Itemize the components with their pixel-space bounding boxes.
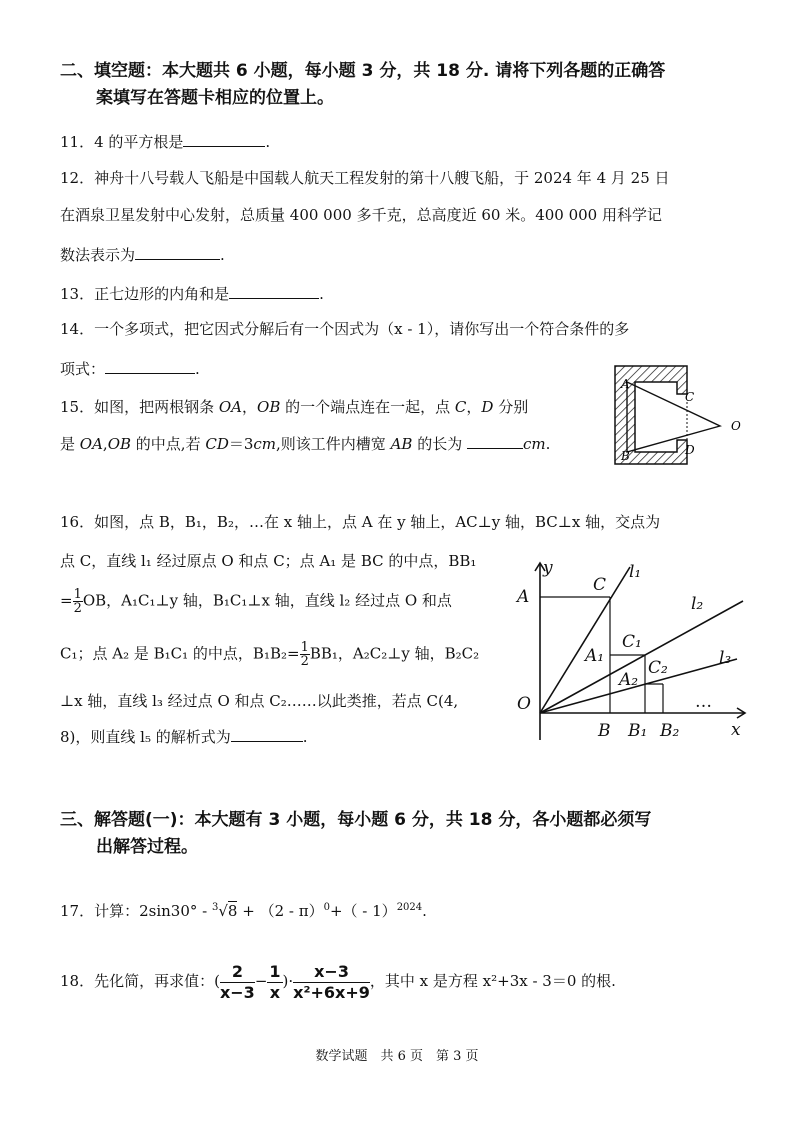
figure-16-coordinate-diagram: [505, 555, 765, 745]
q18-close: )·: [282, 972, 294, 990]
fig16-label-a: A: [517, 587, 530, 607]
question-11-text: 11．4 的平方根是: [60, 133, 184, 151]
question-14-text: 项式：: [60, 360, 106, 378]
q16-line4-a: C₁；点 A₂ 是 B₁C₁ 的中点，B₁B₂=: [60, 644, 300, 663]
fig16-label-a2: A₂: [619, 670, 639, 690]
question-12-text: 数法表示为: [60, 246, 136, 264]
section-3-title-line1: 三、解答题(一)：本大题有 3 小题，每小题 6 分，共 18 分，各小题都必须写: [60, 810, 652, 830]
q15-d: D: [481, 398, 494, 416]
fig15-label-a: A: [621, 377, 630, 391]
fig16-ellipsis: …: [695, 692, 712, 712]
section-3-title-line2: 出解答过程。: [96, 837, 198, 857]
q18-f1-den: x−3: [219, 982, 255, 1002]
question-16-line2: 点 C，直线 l₁ 经过原点 O 和点 C；点 A₁ 是 BC 的中点，BB₁: [60, 552, 477, 570]
q15-l2-cm: cm: [253, 435, 277, 453]
section-2-title-line1: 二、填空题：本大题共 6 小题，每小题 3 分，共 18 分. 请将下列各题的正确答: [60, 61, 666, 81]
fig16-label-a1: A₁: [585, 646, 605, 666]
q15-sep: ，: [242, 398, 258, 416]
q15-text-c: 分别: [493, 398, 529, 416]
fig15-label-o: O: [731, 419, 741, 433]
question-15-line1: [60, 396, 528, 418]
q17-post: + （2 - π）: [237, 902, 324, 920]
section-2-title-line2: 案填写在答题卡相应的位置上。: [96, 88, 334, 108]
q17-root-arg: 8: [227, 902, 238, 920]
fig16-label-b: B: [598, 721, 611, 741]
frac-b-den: 2: [300, 654, 309, 669]
steel-bars: [627, 382, 720, 452]
q18-fraction-1: [220, 962, 255, 1003]
q18-f2-num: 1: [269, 961, 281, 981]
question-12-line1: 12．神舟十八号载人飞船是中国载人航天工程发射的第十八艘飞船，于 2024 年 4 月 25 日: [60, 169, 670, 187]
q15-end: .: [545, 435, 551, 453]
q18-f3-num: x−3: [293, 962, 370, 983]
question-14-line2: [60, 358, 200, 380]
q15-oa: OA: [218, 398, 242, 416]
question-12-line3: [60, 244, 225, 266]
question-14-end: .: [195, 360, 200, 378]
question-13: [60, 283, 324, 305]
q15-l2-a: 是: [60, 435, 80, 453]
fig15-label-d: D: [685, 443, 695, 457]
page-footer: 数学试题 共 6 页 第 3 页: [315, 1049, 479, 1064]
question-12-end: .: [220, 246, 225, 264]
q15-ob: OB: [257, 398, 281, 416]
q15-l2-ob: OB: [107, 435, 132, 453]
fig15-label-b: B: [621, 449, 630, 463]
q15-unit: cm: [522, 435, 546, 453]
q15-c: C: [454, 398, 467, 416]
q17-pre: 17．计算：2sin30° -: [60, 902, 212, 920]
q15-l2-c: ,则该工件内槽宽: [276, 435, 391, 453]
q16-line6-text: 8)，则直线 l₅ 的解析式为: [60, 728, 231, 746]
question-13-text: 13．正七边形的内角和是: [60, 285, 230, 303]
question-16-line1: 16．如图，点 B，B₁，B₂，…在 x 轴上，点 A 在 y 轴上，AC⊥y 轴，BC⊥x 轴，交点为: [60, 513, 661, 531]
answer-blank-14[interactable]: [105, 359, 195, 374]
q18-f1-num: 2: [220, 962, 255, 983]
fig16-label-b2: B₂: [660, 721, 680, 741]
answer-blank-15[interactable]: [467, 434, 523, 449]
fig16-x-label: x: [731, 720, 741, 740]
line-l2: [540, 601, 743, 713]
fig16-label-c: C: [593, 575, 607, 595]
q17-post2: +（ - 1）: [329, 902, 397, 920]
q18-minus: −: [254, 972, 268, 990]
q17-end: .: [422, 902, 427, 920]
line-l1: [540, 567, 630, 713]
fig16-origin-label: O: [517, 694, 531, 714]
fig15-label-c: C: [685, 390, 695, 404]
frac-b-num: 1: [300, 640, 309, 655]
fig16-y-label: y: [543, 558, 553, 578]
q15-l2-sep: ,: [102, 435, 108, 453]
q15-text-b: 的一个端点连在一起，点: [280, 398, 455, 416]
q15-l2-cd: CD: [205, 435, 229, 453]
q17-exp2024: 2024: [396, 902, 423, 913]
question-17: [60, 897, 427, 922]
question-11: [60, 131, 270, 153]
question-13-end: .: [319, 285, 324, 303]
question-16-line5: ⊥x 轴，直线 l₃ 经过点 O 和点 C₂……以此类推，若点 C(4,: [60, 692, 459, 710]
q17-exp0: 0: [323, 902, 330, 913]
q15-l2-ab: AB: [390, 435, 413, 453]
question-16-line6: [60, 726, 308, 748]
q15-l2-b: 的中点,若: [131, 435, 206, 453]
q16-eq: =: [60, 591, 73, 610]
q15-l2-oa: OA: [79, 435, 103, 453]
q18-fraction-3: [293, 962, 370, 1003]
answer-blank-13[interactable]: [229, 284, 319, 299]
question-18: [60, 958, 616, 1004]
q18-pre: 18．先化简，再求值：(: [60, 972, 220, 990]
q18-fraction-2: [267, 962, 282, 1003]
question-16-line4: [60, 641, 479, 668]
answer-blank-12[interactable]: [135, 245, 220, 260]
q18-f3-den: x²+6x+9: [293, 982, 370, 1002]
fraction-half-a: [73, 588, 83, 615]
fig16-label-c2: C₂: [648, 658, 668, 678]
question-11-end: .: [265, 133, 271, 151]
question-14-line1: 14．一个多项式，把它因式分解后有一个因式为（x - 1），请你写出一个符合条件的多: [60, 320, 630, 338]
q15-text-a: 15．如图，把两根钢条: [60, 398, 219, 416]
q15-l2-d: 的长为: [412, 435, 467, 453]
fraction-half-b: [300, 641, 310, 668]
question-15-line2: [60, 433, 550, 455]
question-16-line3: [60, 588, 452, 615]
fig16-label-b1: B₁: [628, 721, 648, 741]
fig16-label-l2: l₂: [691, 594, 704, 614]
q16-line3-text: OB，A₁C₁⊥y 轴，B₁C₁⊥x 轴，直线 l₂ 经过点 O 和点: [82, 591, 452, 610]
fig16-label-c1: C₁: [622, 632, 642, 652]
q18-f2-den: x: [269, 982, 281, 1002]
answer-blank-11[interactable]: [183, 132, 265, 147]
figure-15-workpiece: [605, 360, 755, 470]
q17-root-index: 3: [211, 902, 219, 913]
q15-mid: ，: [466, 398, 482, 416]
q17-radical: √: [218, 902, 228, 920]
question-12-line2: 在酒泉卫星发射中心发射，总质量 400 000 多千克，总高度近 60 米。400 000 用科学记: [60, 206, 662, 224]
q16-end: .: [302, 728, 308, 746]
q16-line4-b: BB₁，A₂C₂⊥y 轴，B₂C₂: [309, 644, 480, 663]
fig16-label-l1: l₁: [629, 562, 642, 582]
answer-blank-16[interactable]: [231, 727, 303, 742]
q18-post: ，其中 x 是方程 x²+3x - 3＝0 的根.: [369, 972, 616, 990]
fig16-label-l3: l₃: [719, 648, 732, 668]
q15-l2-eq: ＝3: [228, 435, 254, 453]
frac-a-num: 1: [73, 587, 82, 602]
frac-a-den: 2: [73, 601, 82, 616]
